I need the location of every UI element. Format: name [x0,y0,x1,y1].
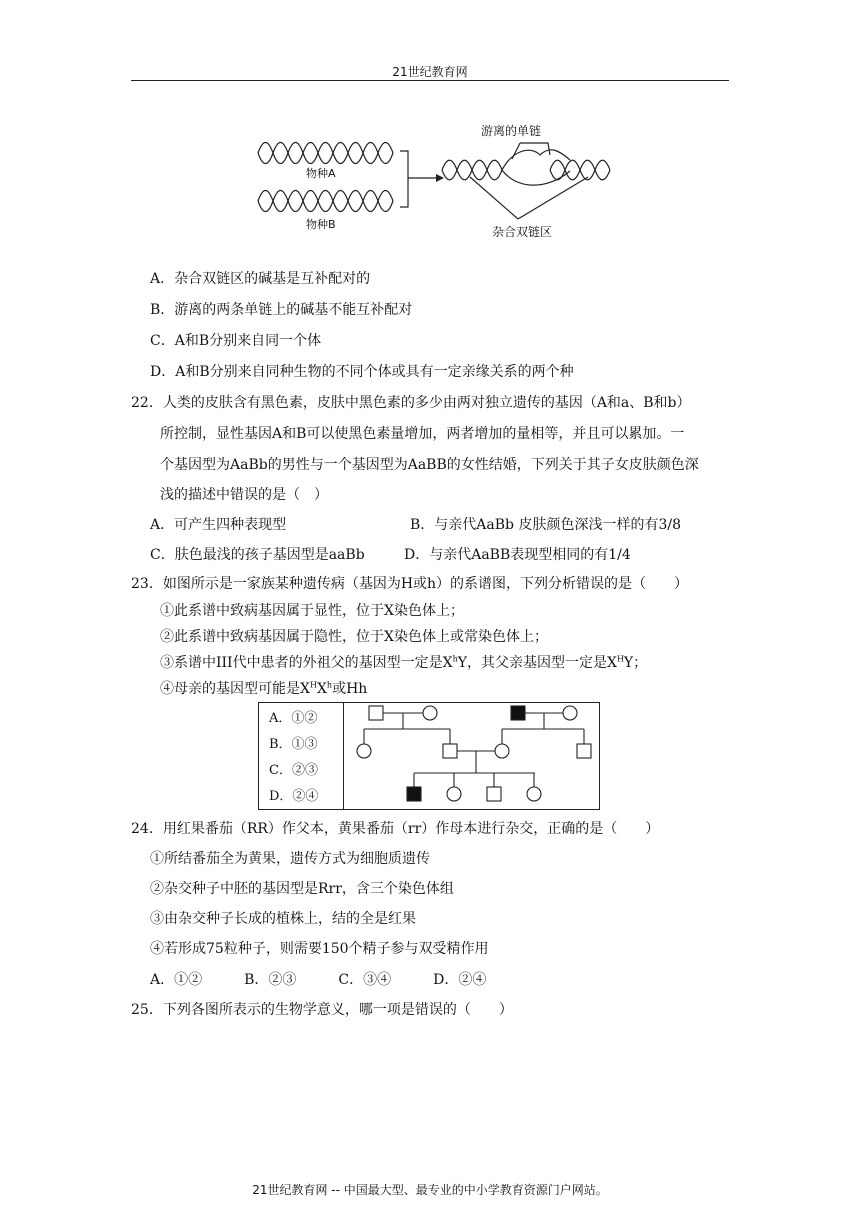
gen2-daughter-left [357,744,371,758]
q21-option-a: A．杂合双链区的碱基是互补配对的 [150,271,371,287]
page-header: 21世纪教育网 [392,65,468,79]
q22-option-c: C．肤色最浅的孩子基因型是aaBb [150,547,365,563]
q23-statement-3: ③系谱中III代中患者的外祖父的基因型一定是$X^hY$，其父亲基因型一定是$X^HY$； [160,654,648,671]
gen2-mother [495,744,509,758]
q24-statement-2: ②杂交种子中胚的基因型是Rrr，含三个染色体组 [150,881,454,897]
q23-statement-2: ②此系谱中致病基因属于隐性，位于X染色体上或常染色体上； [160,629,548,645]
q21-option-c: C．A和B分别来自同一个体 [150,333,322,349]
label-hybrid-region: 杂合双链区 [492,225,553,239]
q24-statement-1: ①所结番茄全为黄果，遗传方式为细胞质遗传 [150,851,430,867]
hybrid-left-2 [442,160,502,180]
gen3-son-affected [407,787,421,801]
arrow-head [436,174,444,182]
gen3-son-2 [487,787,501,801]
gen1-grandmother-right [563,706,577,720]
label-single-strand: 游离的单链 [481,124,542,138]
q22-stem-line-3: 个基因型为AaBb的男性与一个基因型为AaBB的女性结婚，下列关于其子女皮肤颜色深 [160,457,699,473]
gen2-father [443,744,457,758]
gen3-daughter-2 [527,787,541,801]
species-b-strand-2 [258,191,393,212]
gen3-daughter-1 [447,787,461,801]
bracket [400,151,408,207]
hybrid-pointer-left [470,177,518,219]
gen1-grandfather-left [369,706,383,720]
q22-stem-line-2: 所控制，显性基因A和B可以使黑色素量增加，两者增加的量相等，并且可以累加。一 [160,426,685,442]
gen1-grandmother-left [423,706,437,720]
species-a-strand-2 [258,143,393,164]
q21-option-d: D．A和B分别来自同种生物的不同个体或具有一定亲缘关系的两个种 [150,364,574,380]
q24-statement-3: ③由杂交种子长成的植株上，结的全是红果 [150,911,416,927]
species-a-strand-1 [258,143,393,164]
q24-options: A．①② B．②③ C．③④ D．②④ [150,972,487,988]
q22-stem-line-4: 浅的描述中错误的是（ ） [160,487,328,503]
single-strand-bottom [502,170,570,185]
hybrid-pointer-right [518,177,588,219]
q21-option-b: B．游离的两条单链上的碱基不能互补配对 [150,302,413,318]
pedigree-chart [345,703,597,809]
header-rule [131,80,729,81]
single-strand-top [502,150,570,170]
q25-stem: 25．下列各图所表示的生物学意义，哪一项是错误的（ ） [131,1002,513,1018]
q24-statement-4: ④若形成75粒种子，则需要150个精子参与双受精作用 [150,941,489,957]
gen1-grandfather-right-affected [511,706,525,720]
label-species-b: 物种B [306,218,336,231]
label-species-a: 物种A [306,167,336,180]
q22-option-b: B．与亲代AaBb 皮肤颜色深浅一样的有3/8 [410,517,681,533]
q22-option-d: D．与亲代AaBB表现型相同的有1/4 [404,547,631,563]
q23-statement-1: ①此系谱中致病基因属于显性，位于X染色体上； [160,603,464,619]
dna-hybridization-figure [250,115,620,245]
q23-option-d: D．②④ [269,789,319,804]
page-footer: 21世纪教育网 -- 中国最大型、最专业的中小学教育资源门户网站。 [252,1183,608,1197]
q24-stem: 24．用红果番茄（RR）作父本，黄果番茄（rr）作母本进行杂交，正确的是（ ） [131,821,660,837]
q23-option-a: A．①② [269,711,318,726]
species-b-strand-1 [258,191,393,212]
q22-option-a: A．可产生四种表现型 [150,517,287,533]
q23-statement-4: ④母亲的基因型可能是$X^HX^h$或Hh [160,680,368,697]
q23-option-b: B．①③ [269,737,318,752]
q23-option-c: C．②③ [269,763,318,778]
gen2-son-right [577,744,591,758]
hybrid-right-2 [550,160,610,180]
q22-stem-line-1: 22．人类的皮肤含有黑色素，皮肤中黑色素的多少由两对独立遗传的基因（A和a、B和b） [131,395,691,411]
q23-pedigree-table [258,702,600,810]
table-divider [343,703,344,809]
q23-stem: 23．如图所示是一家族某种遗传病（基因为H或h）的系谱图，下列分析错误的是（ ） [131,576,689,592]
